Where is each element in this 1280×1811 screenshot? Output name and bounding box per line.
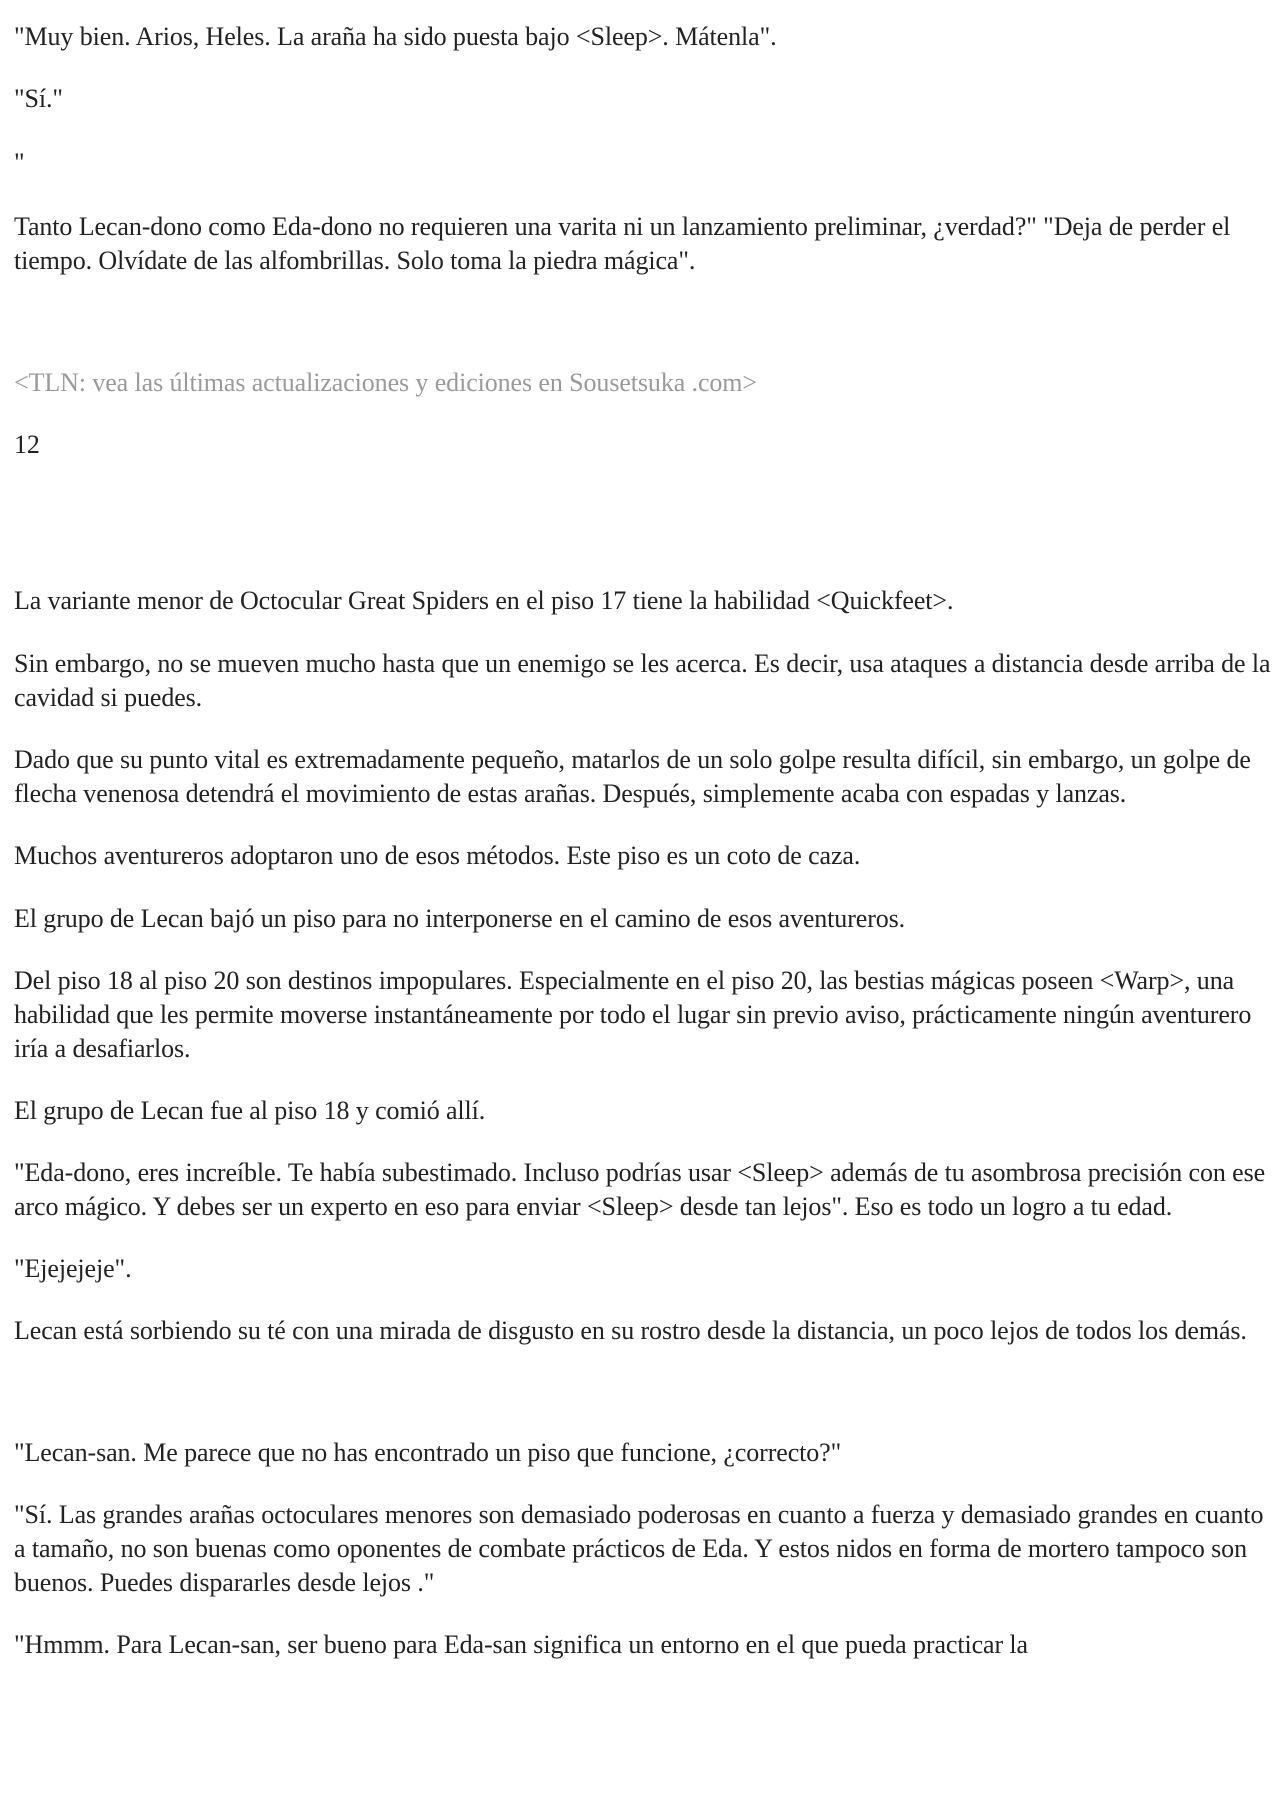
paragraph: "Ejejejeje". <box>14 1254 132 1283</box>
paragraph: "Eda-dono, eres increíble. Te había subestimado. Incluso podrías usar <Sleep> además de tu asombrosa precisión con ese arco mágico. Y debes ser un experto en eso para enviar <Sleep> desde tan lejos". Eso es todo un logro a tu edad. <box>14 1158 1266 1221</box>
paragraph: Lecan está sorbiendo su té con una mirada de disgusto en su rostro desde la distancia, un poco lejos de todos los demás. <box>14 1316 1247 1345</box>
paragraph: El grupo de Lecan bajó un piso para no interponerse en el camino de esos aventureros. <box>14 904 906 933</box>
section-number: 12 <box>14 430 40 459</box>
paragraph: Dado que su punto vital es extremadamente pequeño, matarlos de un solo golpe resulta difícil, sin embargo, un golpe de flecha venenosa detendrá el movimiento de estas arañas. Después, simplemente acaba con espadas y lanzas. <box>14 745 1251 808</box>
paragraph: "Sí." <box>14 84 63 113</box>
paragraph: Muchos aventureros adoptaron uno de esos métodos. Este piso es un coto de caza. <box>14 841 861 870</box>
document-body <box>14 20 1274 1662</box>
paragraph: "Hmmm. Para Lecan-san, ser bueno para Eda-san significa un entorno en el que pueda practicar la <box>14 1630 1028 1659</box>
paragraph: Sin embargo, no se mueven mucho hasta que un enemigo se les acerca. Es decir, usa ataques a distancia desde arriba de la cavidad si puedes. <box>14 649 1271 712</box>
paragraph: Del piso 18 al piso 20 son destinos impopulares. Especialmente en el piso 20, las bestias mágicas poseen <Warp>, una habilidad que les permite moverse instantáneamente por todo el lugar sin previo aviso, prácticamente ningún aventurero iría a desafiarlos. <box>14 966 1252 1063</box>
paragraph: Tanto Lecan-dono como Eda-dono no requieren una varita ni un lanzamiento preliminar, ¿verdad?" "Deja de perder el tiempo. Olvídate de las alfombrillas. Solo toma la piedra mágica". <box>14 212 1231 275</box>
paragraph: El grupo de Lecan fue al piso 18 y comió allí. <box>14 1096 486 1125</box>
paragraph: "Sí. Las grandes arañas octoculares menores son demasiado poderosas en cuanto a fuerza y demasiado grandes en cuanto a tamaño, no son buenas como oponentes de combate prácticos de Eda. Y estos nidos en forma de mortero tampoco son buenos. Puedes dispararles desde lejos ." <box>14 1500 1264 1597</box>
paragraph: "Lecan-san. Me parece que no has encontrado un piso que funcione, ¿correcto?" <box>14 1438 842 1467</box>
paragraph: La variante menor de Octocular Great Spiders en el piso 17 tiene la habilidad <Quickfeet>. <box>14 586 954 615</box>
translator-note: <TLN: vea las últimas actualizaciones y ediciones en Sousetsuka .com> <box>14 368 757 397</box>
paragraph: " <box>14 148 25 177</box>
paragraph: "Muy bien. Arios, Heles. La araña ha sido puesta bajo <Sleep>. Mátenla". <box>14 22 777 51</box>
